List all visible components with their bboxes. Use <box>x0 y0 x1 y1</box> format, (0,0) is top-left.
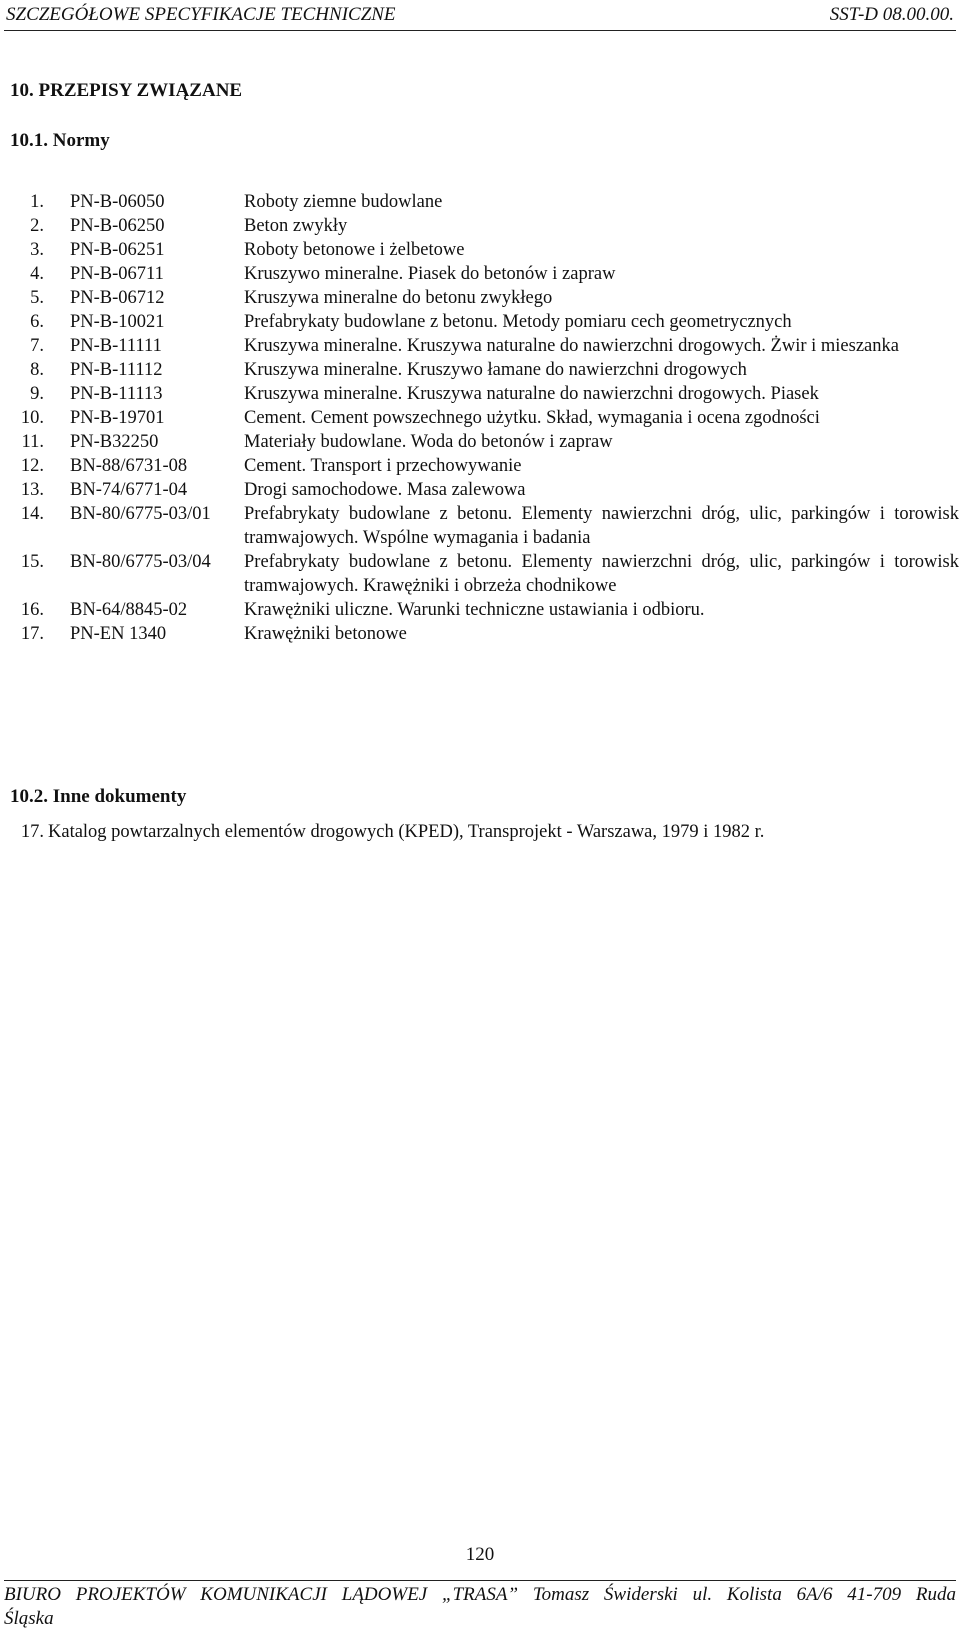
norm-code: BN-80/6775-03/04 <box>70 552 211 572</box>
norm-description: Beton zwykły <box>244 216 348 236</box>
norm-number: 12. <box>20 456 44 476</box>
norm-number: 10. <box>20 408 44 428</box>
norm-description: Krawężniki uliczne. Warunki techniczne ustawiania i odbioru. <box>244 600 705 620</box>
norm-number: 3. <box>30 240 44 260</box>
norm-item <box>0 454 960 478</box>
norm-description: Prefabrykaty budowlane z betonu. Elementy nawierzchni dróg, ulic, parkingów i torowisk tramwajowych. Krawężniki i obrzeża chodnikowe <box>244 552 959 596</box>
norm-number: 9. <box>30 384 44 404</box>
page-footer <box>4 1580 956 1631</box>
footer-line-1: BIURO PROJEKTÓW KOMUNIKACJI LĄDOWEJ „TRASA” Tomasz Świderski ul. Kolista 6A/6 41-709 Ruda <box>4 1584 956 1605</box>
section-heading: 10. PRZEPISY ZWIĄZANE <box>10 80 243 101</box>
norm-code: PN-B-11113 <box>70 384 163 404</box>
subsection-norms-heading: 10.1. Normy <box>10 130 110 151</box>
norm-code: PN-B-06712 <box>70 288 165 308</box>
norm-number: 5. <box>30 288 44 308</box>
norm-description: Roboty ziemne budowlane <box>244 192 443 212</box>
norm-code: PN-B-06251 <box>70 240 165 260</box>
norm-number: 7. <box>30 336 44 356</box>
norm-item <box>0 238 960 262</box>
norm-number: 8. <box>30 360 44 380</box>
norm-description: Prefabrykaty budowlane z betonu. Elementy nawierzchni dróg, ulic, parkingów i torowisk tramwajowych. Wspólne wymagania i badania <box>244 504 959 548</box>
norm-description: Cement. Transport i przechowywanie <box>244 456 522 476</box>
norm-description: Krawężniki betonowe <box>244 624 407 644</box>
norm-description: Cement. Cement powszechnego użytku. Skład, wymagania i ocena zgodności <box>244 408 820 428</box>
page-header <box>4 4 956 31</box>
norm-item <box>0 502 960 550</box>
page-number: 120 <box>465 1544 495 1565</box>
norm-description: Kruszywa mineralne do betonu zwykłego <box>244 288 553 308</box>
header-title: SZCZEGÓŁOWE SPECYFIKACJE TECHNICZNE <box>6 4 396 25</box>
norm-code: PN-B-19701 <box>70 408 165 428</box>
norm-number: 4. <box>30 264 44 284</box>
norm-number: 17. <box>20 624 44 644</box>
norm-item <box>0 550 960 598</box>
norm-code: BN-88/6731-08 <box>70 456 188 476</box>
norm-code: PN-B-11111 <box>70 336 162 356</box>
norm-number: 13. <box>20 480 44 500</box>
header-doc-code: SST-D 08.00.00. <box>829 4 954 25</box>
norm-number: 14. <box>20 504 44 524</box>
norm-description: Prefabrykaty budowlane z betonu. Metody pomiaru cech geometrycznych <box>244 312 792 332</box>
norm-item <box>0 310 960 334</box>
norm-code: PN-EN 1340 <box>70 624 167 644</box>
norm-description: Materiały budowlane. Woda do betonów i zapraw <box>244 432 613 452</box>
norm-number: 11. <box>21 432 44 452</box>
norm-item <box>0 358 960 382</box>
other-document-text: Katalog powtarzalnych elementów drogowych (KPED), Transprojekt - Warszawa, 1979 i 1982 r. <box>48 822 765 842</box>
norm-number: 1. <box>30 192 44 212</box>
other-document-item <box>0 820 960 844</box>
other-document-number: 17. <box>20 822 44 842</box>
norm-number: 6. <box>30 312 44 332</box>
norm-code: BN-80/6775-03/01 <box>70 504 211 524</box>
norm-description: Kruszywa mineralne. Kruszywo łamane do nawierzchni drogowych <box>244 360 747 380</box>
norm-item <box>0 478 960 502</box>
norm-number: 16. <box>20 600 44 620</box>
norm-number: 15. <box>20 552 44 572</box>
norm-description: Roboty betonowe i żelbetowe <box>244 240 465 260</box>
norm-item <box>0 430 960 454</box>
norm-item <box>0 334 960 358</box>
norm-item <box>0 262 960 286</box>
norm-code: BN-64/8845-02 <box>70 600 188 620</box>
norms-list <box>0 190 960 646</box>
norm-code: PN-B-06711 <box>70 264 164 284</box>
footer-line-2: Śląska <box>4 1608 54 1629</box>
norm-code: PN-B-06050 <box>70 192 165 212</box>
norm-item <box>0 406 960 430</box>
norm-code: PN-B-06250 <box>70 216 165 236</box>
norm-item <box>0 286 960 310</box>
norm-number: 2. <box>30 216 44 236</box>
norm-code: PN-B-10021 <box>70 312 165 332</box>
norm-item <box>0 598 960 622</box>
norm-item <box>0 382 960 406</box>
norm-item <box>0 190 960 214</box>
norm-item <box>0 622 960 646</box>
other-documents-list <box>0 820 960 844</box>
norm-code: PN-B-11112 <box>70 360 163 380</box>
norm-description: Kruszywo mineralne. Piasek do betonów i zapraw <box>244 264 616 284</box>
norm-description: Kruszywa mineralne. Kruszywa naturalne do nawierzchni drogowych. Piasek <box>244 384 819 404</box>
norm-description: Drogi samochodowe. Masa zalewowa <box>244 480 526 500</box>
norm-code: PN-B32250 <box>70 432 159 452</box>
norm-code: BN-74/6771-04 <box>70 480 188 500</box>
norm-description: Kruszywa mineralne. Kruszywa naturalne do nawierzchni drogowych. Żwir i mieszanka <box>244 336 899 356</box>
norm-item <box>0 214 960 238</box>
subsection-other-heading: 10.2. Inne dokumenty <box>10 786 187 807</box>
